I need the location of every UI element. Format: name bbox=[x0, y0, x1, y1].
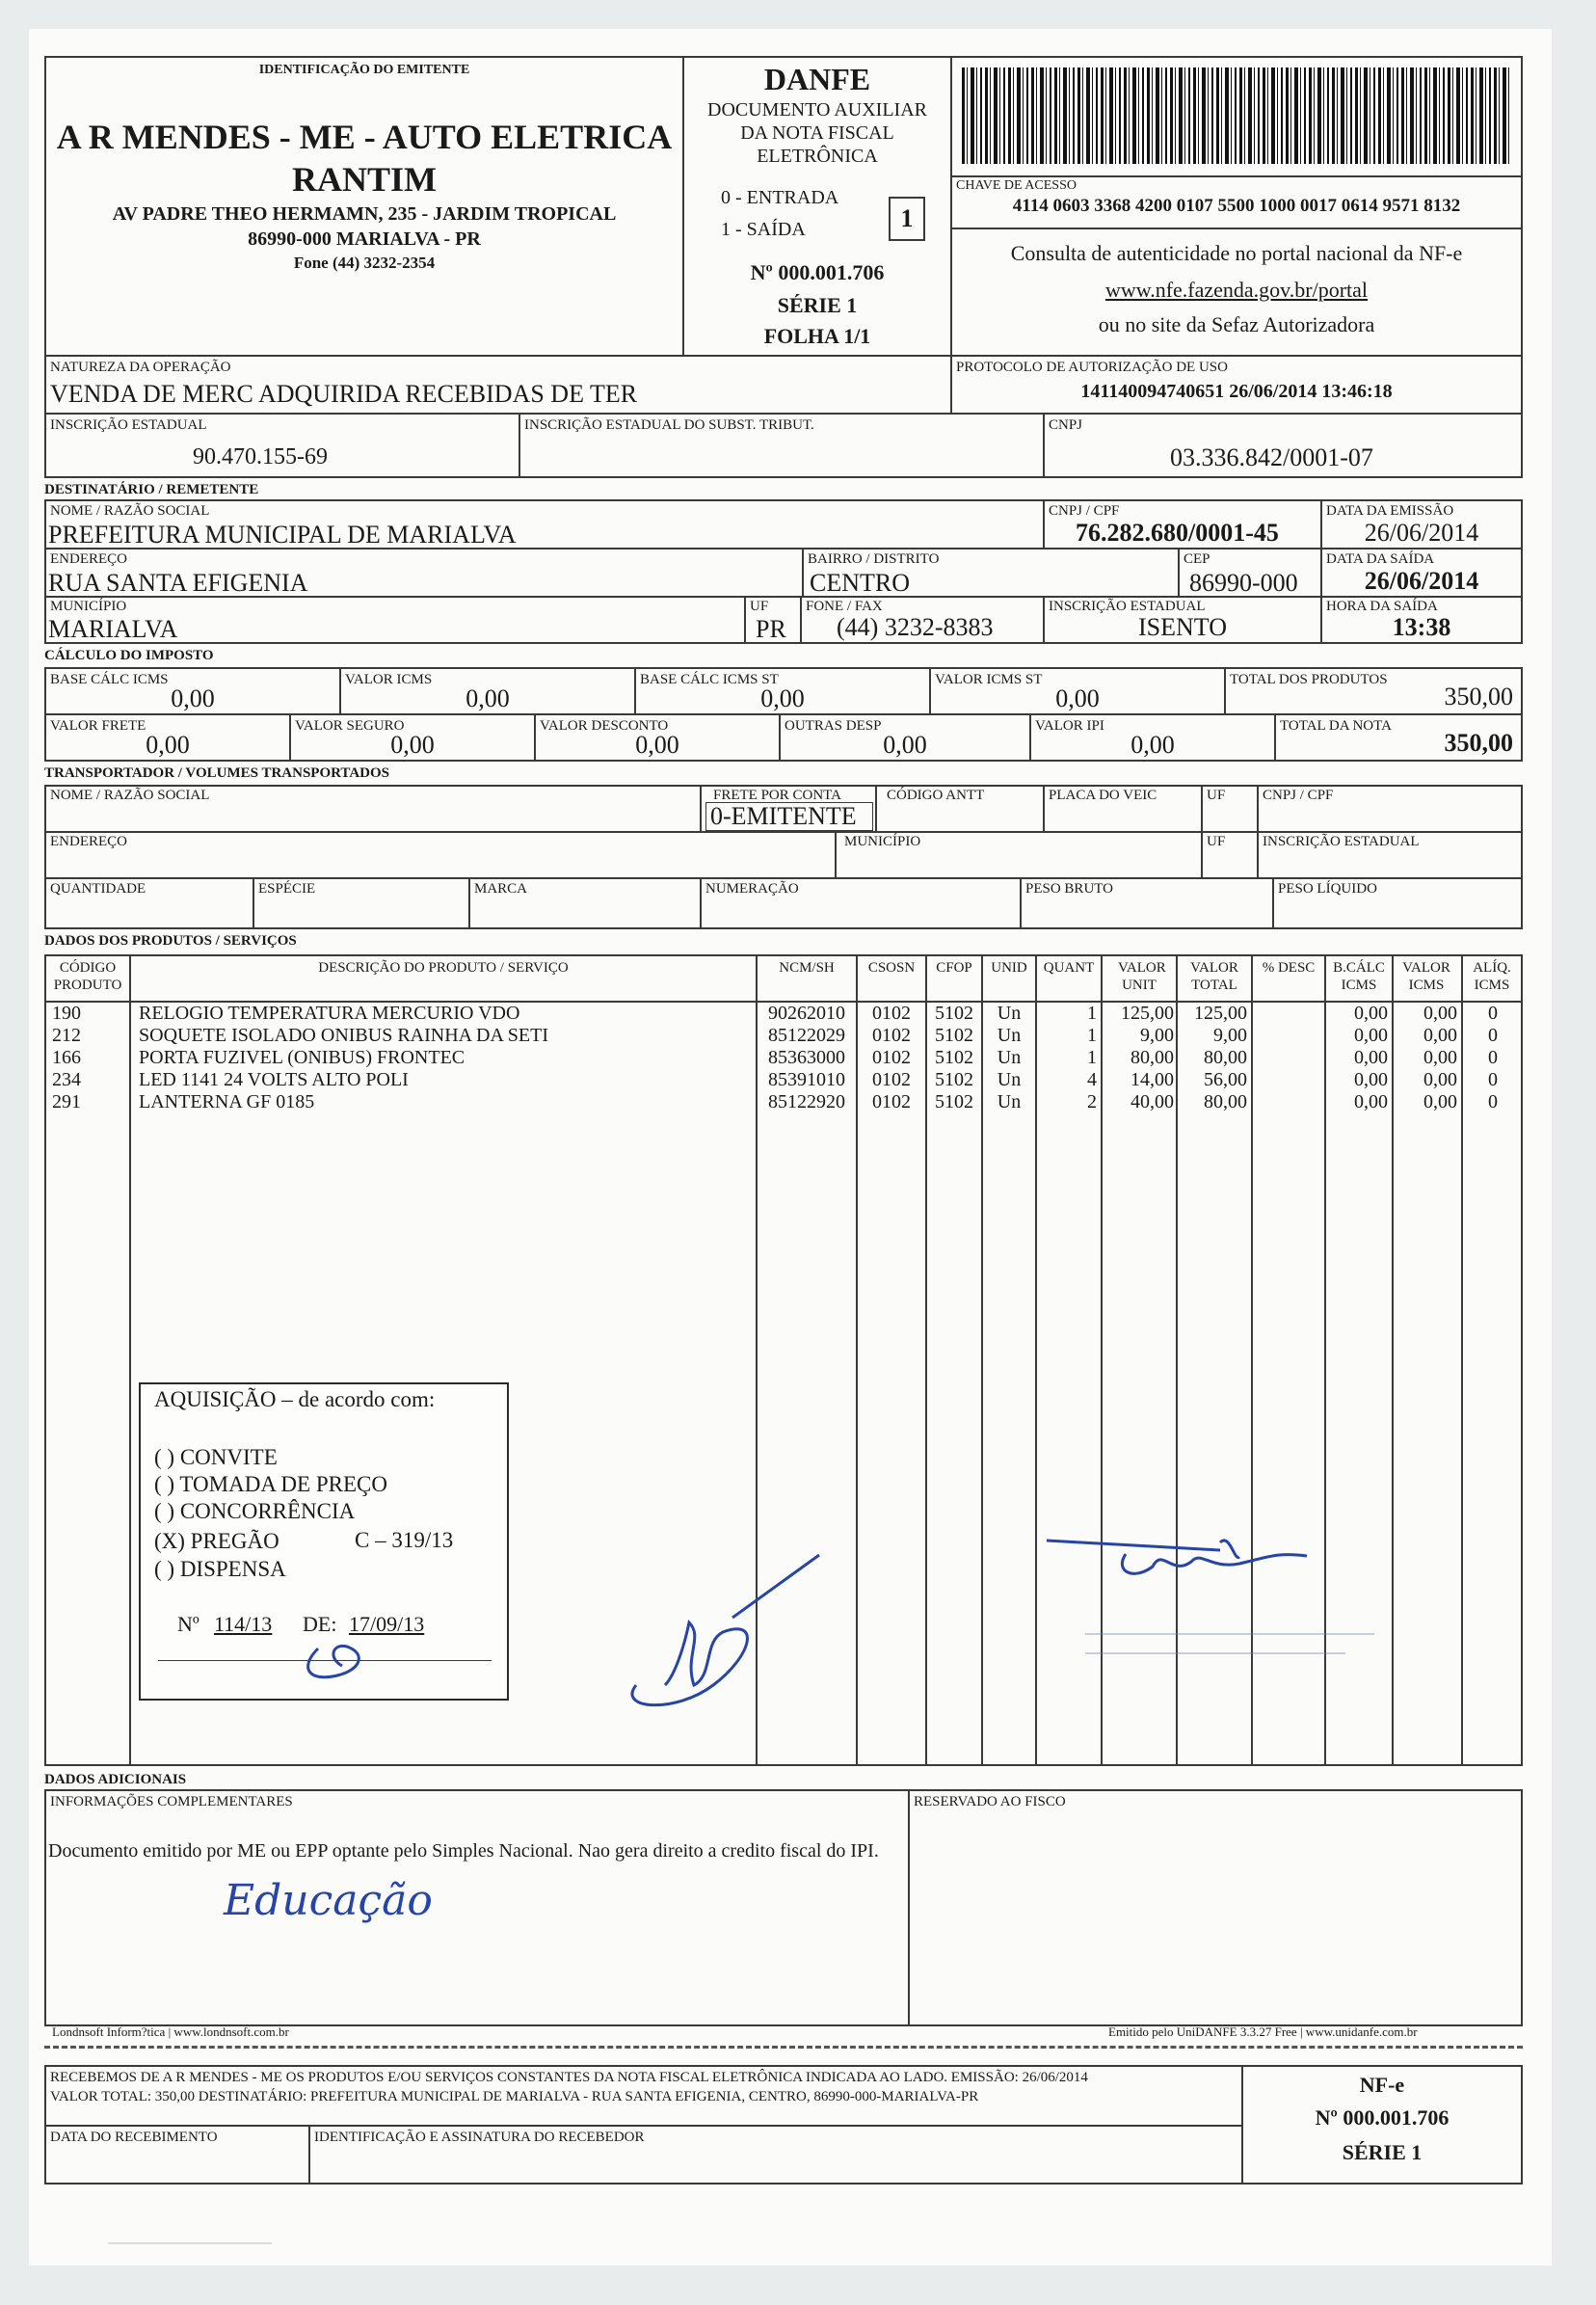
freight-value: 0-EMITENTE bbox=[705, 802, 873, 831]
cep-value: 86990-000 bbox=[1189, 569, 1298, 597]
access-consult-divider bbox=[950, 228, 1523, 229]
item-aliq: 0 bbox=[1488, 1047, 1498, 1068]
tax-total-note-label: TOTAL DA NOTA bbox=[1280, 718, 1392, 734]
item-aliq: 0 bbox=[1488, 1025, 1498, 1046]
col-header-cfop: CFOP bbox=[936, 960, 972, 976]
item-quant: 4 bbox=[1087, 1069, 1097, 1090]
tax-discount-value: 0,00 bbox=[635, 731, 679, 759]
item-vtotal: 125,00 bbox=[1194, 1003, 1247, 1024]
emitter-city: 86990-000 MARIALVA - PR bbox=[248, 228, 481, 250]
emitter-name-line2: RANTIM bbox=[292, 160, 437, 199]
item-code: 234 bbox=[52, 1069, 81, 1090]
brand-label: MARCA bbox=[474, 881, 528, 897]
receipt-text-line2: VALOR TOTAL: 350,00 DESTINATÁRIO: PREFEITURA MUNICIPAL DE MARIALVA - RUA SANTA EFIGENIA, CENTRO, 86990-000-MARIALVA-PR bbox=[50, 2089, 979, 2104]
item-vunit: 9,00 bbox=[1140, 1025, 1174, 1046]
item-ncm: 85122920 bbox=[768, 1091, 845, 1112]
item-code: 212 bbox=[52, 1025, 81, 1046]
item-csosn: 0102 bbox=[872, 1091, 911, 1112]
col-header-aliq: ALÍQ. ICMS bbox=[1473, 960, 1511, 993]
stamp-option-tomada: ( ) TOMADA DE PREÇO bbox=[154, 1472, 387, 1496]
net-weight-label: PESO LÍQUIDO bbox=[1278, 881, 1377, 897]
tax-ipi-label: VALOR IPI bbox=[1035, 718, 1104, 734]
transport-name-label: NOME / RAZÃO SOCIAL bbox=[50, 788, 210, 803]
item-vicms: 0,00 bbox=[1423, 1025, 1457, 1046]
transport-address-box bbox=[44, 831, 837, 879]
stamp-option-convite: ( ) CONVITE bbox=[154, 1445, 278, 1469]
nature-label: NATUREZA DA OPERAÇÃO bbox=[50, 360, 231, 375]
phone-value: (44) 3232-8383 bbox=[837, 613, 994, 641]
emission-label: DATA DA EMISSÃO bbox=[1326, 503, 1454, 519]
item-unid: Un bbox=[997, 1047, 1022, 1068]
emitter-cnpj-label: CNPJ bbox=[1049, 417, 1083, 433]
danfe-entrada: 0 - ENTRADA bbox=[721, 187, 839, 208]
receipt-date-label: DATA DO RECEBIMENTO bbox=[50, 2130, 218, 2145]
antt-label: CÓDIGO ANTT bbox=[887, 788, 985, 803]
exit-label: DATA DA SAÍDA bbox=[1326, 551, 1435, 567]
item-code: 190 bbox=[52, 1003, 81, 1024]
danfe-folha: FOLHA 1/1 bbox=[763, 324, 871, 348]
item-vtotal: 80,00 bbox=[1204, 1047, 1247, 1068]
nature-value: VENDA DE MERC ADQUIRIDA RECEBIDAS DE TER bbox=[50, 380, 638, 408]
danfe-subtitle1: DOCUMENTO AUXILIAR bbox=[707, 99, 927, 121]
danfe-number: Nº 000.001.706 bbox=[750, 260, 885, 284]
consult-text: Consulta de autenticidade no portal nacional da NF-e bbox=[1010, 241, 1463, 265]
danfe-subtitle2: DA NOTA FISCAL bbox=[740, 122, 894, 144]
item-ncm: 90262010 bbox=[768, 1003, 845, 1024]
transport-city-label: MUNICÍPIO bbox=[844, 834, 921, 849]
pencil-mark bbox=[108, 2217, 272, 2244]
signature-scribble-left bbox=[617, 1541, 829, 1714]
freight-label: FRETE POR CONTA bbox=[713, 788, 841, 803]
item-quant: 1 bbox=[1087, 1025, 1097, 1046]
protocol-value: 141140094740651 26/06/2014 13:46:18 bbox=[1080, 381, 1393, 402]
footer-right: Emitido pelo UniDANFE 3.3.27 Free | www.unidanfe.com.br bbox=[1108, 2024, 1418, 2039]
item-aliq: 0 bbox=[1488, 1091, 1498, 1112]
cut-line bbox=[44, 2046, 1523, 2049]
emitter-section-label: IDENTIFICAÇÃO DO EMITENTE bbox=[258, 63, 470, 77]
col-header-vtotal: VALOR TOTAL bbox=[1190, 960, 1238, 993]
item-aliq: 0 bbox=[1488, 1069, 1498, 1090]
transport-ie-label: INSCRIÇÃO ESTADUAL bbox=[1263, 834, 1420, 849]
ie-st-label: INSCRIÇÃO ESTADUAL DO SUBST. TRIBUT. bbox=[524, 417, 814, 433]
gross-weight-label: PESO BRUTO bbox=[1025, 881, 1113, 897]
access-key: 4114 0603 3368 4200 0107 5500 1000 0017 0614 9571 8132 bbox=[1012, 196, 1461, 216]
recipient-address-label: ENDEREÇO bbox=[50, 551, 127, 567]
col-header-vunit: VALOR UNIT bbox=[1118, 960, 1166, 993]
item-bcalc: 0,00 bbox=[1354, 1091, 1388, 1112]
district-label: BAIRRO / DISTRITO bbox=[808, 551, 940, 567]
transport-cnpj-label: CNPJ / CPF bbox=[1263, 788, 1334, 803]
col-header-desc-pct: % DESC bbox=[1262, 960, 1316, 976]
recipient-cnpj-label: CNPJ / CPF bbox=[1049, 503, 1120, 519]
tax-icms-value-value: 0,00 bbox=[466, 684, 510, 712]
item-vunit: 125,00 bbox=[1121, 1003, 1174, 1024]
transport-uf-label: UF bbox=[1207, 788, 1226, 803]
item-quant: 1 bbox=[1087, 1003, 1097, 1024]
item-vunit: 14,00 bbox=[1130, 1069, 1174, 1090]
uf-value: PR bbox=[756, 615, 786, 643]
time-value: 13:38 bbox=[1392, 613, 1451, 641]
consult-url[interactable]: www.nfe.fazenda.gov.br/portal bbox=[1104, 278, 1369, 302]
tax-icms-base-value: 0,00 bbox=[171, 684, 215, 712]
receipt-text-line1: RECEBEMOS DE A R MENDES - ME OS PRODUTOS E/OU SERVIÇOS CONSTANTES DA NOTA FISCAL ELETRÔNICA INDICADA AO LADO. EMISSÃO: 26/06/2014 bbox=[50, 2070, 1088, 2085]
tax-icms-base-label: BASE CÁLC ICMS bbox=[50, 672, 169, 687]
emitter-phone: Fone (44) 3232-2354 bbox=[293, 254, 436, 272]
tax-other-label: OUTRAS DESP bbox=[785, 718, 882, 734]
item-cfop: 5102 bbox=[935, 1047, 973, 1068]
col-header-ncm: NCM/SH bbox=[779, 960, 835, 976]
tax-discount-label: VALOR DESCONTO bbox=[540, 718, 669, 734]
tax-insurance-label: VALOR SEGURO bbox=[295, 718, 405, 734]
tax-icms-st-base-value: 0,00 bbox=[760, 684, 805, 712]
tax-total-products-label: TOTAL DOS PRODUTOS bbox=[1230, 672, 1388, 687]
item-bcalc: 0,00 bbox=[1354, 1003, 1388, 1024]
emitter-cnpj-value: 03.336.842/0001-07 bbox=[1170, 443, 1373, 471]
emitter-address: AV PADRE THEO HERMAMN, 235 - JARDIM TROPICAL bbox=[112, 203, 617, 225]
recipient-ie-label: INSCRIÇÃO ESTADUAL bbox=[1049, 599, 1206, 614]
tax-icms-st-base-label: BASE CÁLC ICMS ST bbox=[640, 672, 779, 687]
ie-value: 90.470.155-69 bbox=[193, 444, 328, 469]
danfe-title: DANFE bbox=[763, 62, 871, 96]
info-label: INFORMAÇÕES COMPLEMENTARES bbox=[50, 1794, 293, 1809]
item-desc: SOQUETE ISOLADO ONIBUS RAINHA DA SETI bbox=[139, 1025, 548, 1046]
plate-label: PLACA DO VEIC bbox=[1049, 788, 1157, 803]
col-header-vicms: VALOR ICMS bbox=[1402, 960, 1450, 993]
protocol-label: PROTOCOLO DE AUTORIZAÇÃO DE USO bbox=[956, 360, 1228, 375]
access-key-divider bbox=[950, 175, 1523, 177]
footer-left: Londnsoft Inform?tica | www.londnsoft.com.br bbox=[52, 2024, 289, 2039]
item-vunit: 40,00 bbox=[1130, 1091, 1174, 1112]
item-vtotal: 80,00 bbox=[1204, 1091, 1247, 1112]
tax-insurance-value: 0,00 bbox=[390, 731, 435, 759]
ie-label: INSCRIÇÃO ESTADUAL bbox=[50, 417, 207, 433]
danfe-subtitle3: ELETRÔNICA bbox=[757, 146, 878, 167]
item-vicms: 0,00 bbox=[1423, 1091, 1457, 1112]
item-vunit: 80,00 bbox=[1130, 1047, 1174, 1068]
item-bcalc: 0,00 bbox=[1354, 1047, 1388, 1068]
handwritten-education: Educação bbox=[224, 1876, 433, 1925]
item-bcalc: 0,00 bbox=[1354, 1025, 1388, 1046]
item-unid: Un bbox=[997, 1091, 1022, 1112]
item-vicms: 0,00 bbox=[1423, 1069, 1457, 1090]
tax-icms-st-value-value: 0,00 bbox=[1055, 684, 1100, 712]
item-csosn: 0102 bbox=[872, 1003, 911, 1024]
danfe-tipo-box: 1 bbox=[889, 197, 925, 241]
info-box bbox=[44, 1789, 910, 2026]
item-vicms: 0,00 bbox=[1423, 1003, 1457, 1024]
info-text: Documento emitido por ME ou EPP optante pelo Simples Nacional. Nao gera direito a credito fiscal do IPI. bbox=[48, 1840, 879, 1862]
qty-label: QUANTIDADE bbox=[50, 881, 146, 897]
item-vtotal: 9,00 bbox=[1213, 1025, 1247, 1046]
danfe-serie: SÉRIE 1 bbox=[777, 293, 858, 317]
recipient-name-label: NOME / RAZÃO SOCIAL bbox=[50, 503, 210, 519]
city-value: MARIALVA bbox=[48, 615, 178, 643]
emitter-name: A R MENDES - ME - AUTO ELETRICA bbox=[56, 118, 673, 156]
fisco-label: RESERVADO AO FISCO bbox=[914, 1794, 1066, 1809]
signature-scribble-right bbox=[1047, 1514, 1317, 1620]
stamp-date: 17/09/13 bbox=[349, 1612, 425, 1636]
item-csosn: 0102 bbox=[872, 1047, 911, 1068]
tax-other-value: 0,00 bbox=[883, 731, 927, 759]
transport-uf2-label: UF bbox=[1207, 834, 1226, 849]
emission-date: 26/06/2014 bbox=[1364, 519, 1479, 547]
item-unid: Un bbox=[997, 1025, 1022, 1046]
tax-section-label: CÁLCULO DO IMPOSTO bbox=[44, 648, 214, 663]
receipt-signature-label: IDENTIFICAÇÃO E ASSINATURA DO RECEBEDOR bbox=[314, 2130, 645, 2145]
stamp-pregao-ref: C – 319/13 bbox=[355, 1528, 454, 1552]
stamp-number: 114/13 bbox=[214, 1612, 273, 1636]
col-header-unid: UNID bbox=[991, 960, 1027, 976]
tax-freight-value: 0,00 bbox=[146, 731, 190, 759]
item-unid: Un bbox=[997, 1069, 1022, 1090]
item-bcalc: 0,00 bbox=[1354, 1069, 1388, 1090]
stamp-option-pregao: (X) PREGÃO bbox=[154, 1529, 279, 1553]
faded-stamp bbox=[1085, 1620, 1403, 1677]
recipient-section-label: DESTINATÁRIO / REMETENTE bbox=[44, 482, 259, 497]
fisco-box bbox=[908, 1789, 1523, 2026]
tax-icms-st-value-label: VALOR ICMS ST bbox=[935, 672, 1043, 687]
city-label: MUNICÍPIO bbox=[50, 599, 127, 614]
item-cfop: 5102 bbox=[935, 1025, 973, 1046]
item-code: 166 bbox=[52, 1047, 81, 1068]
receipt-nfe-title: NF-e bbox=[1359, 2073, 1405, 2097]
numbering-label: NUMERAÇÃO bbox=[705, 881, 799, 897]
item-vicms: 0,00 bbox=[1423, 1047, 1457, 1068]
tax-freight-label: VALOR FRETE bbox=[50, 718, 146, 734]
col-header-desc: DESCRIÇÃO DO PRODUTO / SERVIÇO bbox=[318, 960, 569, 976]
receipt-nfe-serie: SÉRIE 1 bbox=[1342, 2140, 1423, 2164]
item-desc: PORTA FUZIVEL (ONIBUS) FRONTEC bbox=[139, 1047, 466, 1068]
item-desc: RELOGIO TEMPERATURA MERCURIO VDO bbox=[139, 1003, 520, 1024]
products-section-label: DADOS DOS PRODUTOS / SERVIÇOS bbox=[44, 933, 297, 949]
item-unid: Un bbox=[997, 1003, 1022, 1024]
col-header-csosn: CSOSN bbox=[867, 960, 916, 976]
tax-total-products-value: 350,00 bbox=[1444, 683, 1513, 710]
col-header-code: CÓDIGO PRODUTO bbox=[53, 960, 122, 993]
uf-label: UF bbox=[750, 599, 769, 614]
item-aliq: 0 bbox=[1488, 1003, 1498, 1024]
col-header-quant: QUANT bbox=[1043, 960, 1095, 976]
district-value: CENTRO bbox=[810, 569, 910, 597]
item-cfop: 5102 bbox=[935, 1091, 973, 1112]
item-desc: LANTERNA GF 0185 bbox=[139, 1091, 315, 1112]
item-cfop: 5102 bbox=[935, 1069, 973, 1090]
recipient-ie: ISENTO bbox=[1138, 613, 1227, 641]
cep-label: CEP bbox=[1184, 551, 1210, 567]
recipient-address: RUA SANTA EFIGENIA bbox=[48, 569, 308, 597]
item-csosn: 0102 bbox=[872, 1025, 911, 1046]
species-label: ESPÉCIE bbox=[258, 881, 316, 897]
time-label: HORA DA SAÍDA bbox=[1326, 599, 1438, 614]
item-code: 291 bbox=[52, 1091, 81, 1112]
stamp-title: AQUISIÇÃO – de acordo com: bbox=[154, 1387, 436, 1411]
recipient-cnpj: 76.282.680/0001-45 bbox=[1076, 519, 1279, 547]
item-quant: 1 bbox=[1087, 1047, 1097, 1068]
item-vtotal: 56,00 bbox=[1204, 1069, 1247, 1090]
col-divider bbox=[129, 954, 131, 1766]
phone-label: FONE / FAX bbox=[806, 599, 883, 614]
item-csosn: 0102 bbox=[872, 1069, 911, 1090]
exit-date: 26/06/2014 bbox=[1364, 567, 1479, 595]
transport-address-label: ENDEREÇO bbox=[50, 834, 127, 849]
tax-ipi-value: 0,00 bbox=[1130, 731, 1175, 759]
receipt-nfe-number: Nº 000.001.706 bbox=[1315, 2105, 1450, 2130]
stamp-option-dispensa: ( ) DISPENSA bbox=[154, 1557, 286, 1581]
access-key-label: CHAVE DE ACESSO bbox=[956, 178, 1077, 193]
transport-section-label: TRANSPORTADOR / VOLUMES TRANSPORTADOS bbox=[44, 765, 390, 781]
stamp-number-prefix: Nº bbox=[177, 1612, 200, 1636]
danfe-saida: 1 - SAÍDA bbox=[721, 219, 806, 240]
item-ncm: 85122029 bbox=[768, 1025, 845, 1046]
item-ncm: 85391010 bbox=[768, 1069, 845, 1090]
stamp-option-concorrencia: ( ) CONCORRÊNCIA bbox=[154, 1499, 356, 1523]
recipient-name: PREFEITURA MUNICIPAL DE MARIALVA bbox=[48, 521, 517, 549]
barcode-image bbox=[962, 67, 1509, 164]
item-cfop: 5102 bbox=[935, 1003, 973, 1024]
col-header-bcalc: B.CÁLC ICMS bbox=[1333, 960, 1385, 993]
signature-initials-stamp bbox=[289, 1629, 405, 1687]
item-quant: 2 bbox=[1087, 1091, 1097, 1112]
item-ncm: 85363000 bbox=[768, 1047, 845, 1068]
tax-total-note-value: 350,00 bbox=[1444, 729, 1513, 757]
tax-icms-value-label: VALOR ICMS bbox=[345, 672, 433, 687]
item-desc: LED 1141 24 VOLTS ALTO POLI bbox=[139, 1069, 409, 1090]
additional-section-label: DADOS ADICIONAIS bbox=[44, 1772, 187, 1787]
stamp-date-prefix: DE: bbox=[303, 1612, 337, 1636]
consult-sefaz: ou no site da Sefaz Autorizadora bbox=[1098, 312, 1375, 336]
